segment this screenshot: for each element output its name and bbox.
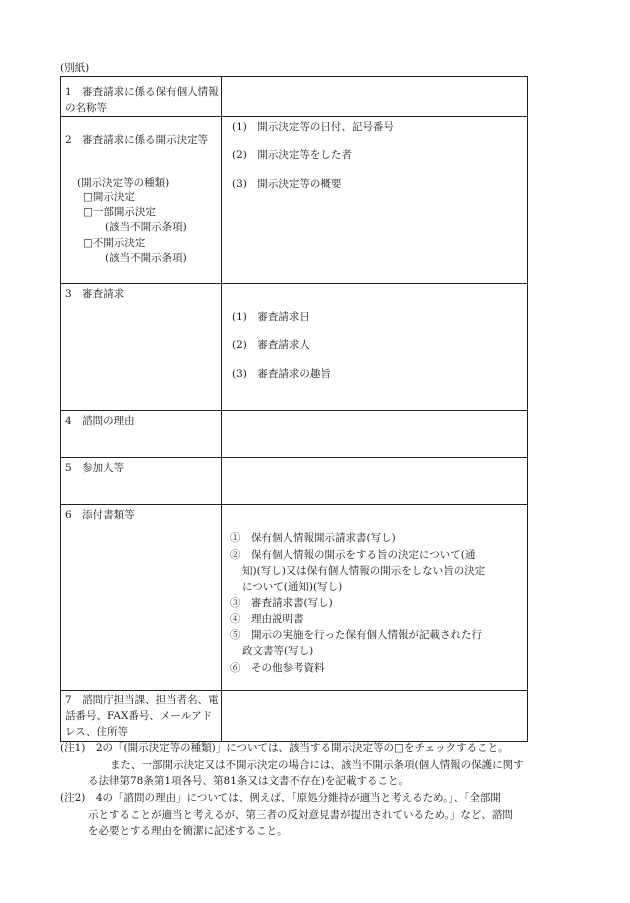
row-label: 7 諮問庁担当課、担当者名、電話番号、FAX番号、メールアドレス、住所等: [65, 694, 219, 738]
attachment-item-cont: について(通知)(写し): [242, 581, 343, 593]
content-line: (3) 審査請求の趣旨: [232, 368, 331, 380]
clause-label: (該当不開示条項): [105, 252, 187, 264]
attachment-item-cont: 政文書等(写し): [242, 645, 314, 657]
note-1: (注1) 2の「(開示決定等の種類)」については、該当する開示決定等の□をチェックすること。: [60, 742, 509, 754]
attachment-label: (別紙): [60, 62, 90, 74]
table-row: [61, 691, 528, 742]
table-row: [61, 77, 528, 117]
table-row: [61, 458, 528, 505]
label-cell: [61, 284, 222, 411]
content-line: (3) 開示決定等の概要: [232, 178, 342, 190]
row-label: 2 審査請求に係る開示決定等: [65, 134, 209, 146]
note-2-cont: を必要とする理由を簡潔に記述すること。: [88, 825, 288, 837]
content-cell: [222, 77, 528, 117]
row-label: 4 諮問の理由: [65, 415, 135, 427]
content-cell: [222, 691, 528, 742]
note-1-cont: る法律第78条第1項各号、第81条又は文書不存在)を記載すること。: [88, 775, 409, 787]
content-cell: [222, 411, 528, 458]
row-label: 5 参加人等: [65, 462, 125, 474]
label-cell: [61, 458, 222, 505]
row-label: 3 審査請求: [65, 288, 125, 300]
label-cell: [61, 77, 222, 117]
row-label: 6 添付書類等: [65, 509, 135, 521]
form-table: [60, 76, 528, 742]
content-line: (2) 審査請求人: [232, 339, 310, 351]
table-row: [61, 411, 528, 458]
attachment-item: ④ 理由説明書: [230, 613, 304, 625]
row-label: 1 審査請求に係る保有個人情報の名称等: [65, 86, 219, 114]
content-line: (1) 開示決定等の日付、記号番号: [232, 121, 394, 133]
attachment-item: ① 保有個人情報開示請求書(写し): [230, 532, 396, 544]
clause-label: (該当不開示条項): [105, 221, 187, 233]
content-line: (2) 開示決定等をした者: [232, 149, 352, 161]
label-cell: [61, 411, 222, 458]
subtitle-kind: (開示決定等の種類): [77, 177, 170, 189]
content-cell: [222, 284, 528, 411]
checkbox-full-disclosure[interactable]: □開示決定: [83, 191, 135, 203]
table-row: [61, 284, 528, 411]
content-cell: [222, 458, 528, 505]
attachment-item-cont: 知)(写し)又は保有個人情報の開示をしない旨の決定: [242, 565, 486, 577]
attachment-item: ② 保有個人情報の開示をする旨の決定について(通: [230, 549, 476, 561]
attachment-item: ⑥ その他参考資料: [230, 662, 325, 674]
content-line: (1) 審査請求日: [232, 311, 310, 323]
table-row: [61, 117, 528, 284]
table-row: [61, 505, 528, 691]
attachment-item: ③ 審査請求書(写し): [230, 597, 333, 609]
checkbox-non-disclosure[interactable]: □不開示決定: [83, 237, 146, 249]
note-1-cont: また、一部開示決定又は不開示決定の場合には、該当不開示条項(個人情報の保護に関す: [110, 759, 524, 771]
content-cell: [222, 505, 528, 691]
note-2-cont: 示とすることが適当と考えるが、第三者の反対意見書が提出されているため。」など、諮問: [88, 809, 513, 821]
label-cell: [61, 117, 222, 284]
label-cell: [61, 505, 222, 691]
label-cell: [61, 691, 222, 742]
checkbox-partial-disclosure[interactable]: □一部開示決定: [83, 206, 156, 218]
content-cell: [222, 117, 528, 284]
attachment-item: ⑤ 開示の実施を行った保有個人情報が記載された行: [230, 629, 482, 641]
note-2: (注2) 4の「諮問の理由」については、例えば、「原処分維持が適当と考えるため。」、「全部開: [60, 792, 501, 804]
